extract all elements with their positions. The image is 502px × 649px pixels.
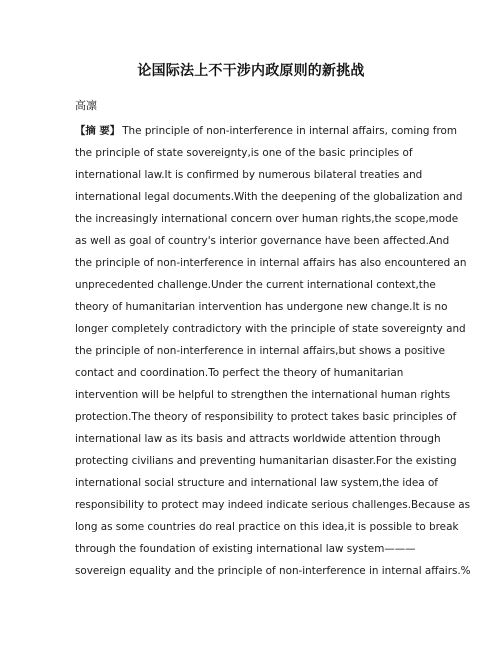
- abstract-line: protecting civilians and preventing humanitarian disaster.For the existing: [75, 455, 457, 467]
- abstract-line: through the foundation of existing international law system———: [75, 543, 416, 555]
- abstract-line: protection.The theory of responsibility to protect takes basic principles of: [75, 411, 457, 423]
- document-title: 论国际法上不干涉内政原则的新挑战: [137, 63, 365, 79]
- abstract-line: sovereign equality and the principle of non-interference in internal affairs.%: [75, 565, 471, 577]
- abstract-line: [75, 124, 457, 138]
- abstract-line: the principle of non-interference in internal affairs has also encountered an: [75, 257, 467, 269]
- abstract-line: contact and coordination.To perfect the theory of humanitarian: [75, 367, 404, 379]
- abstract-line: long as some countries do real practice on this idea,it is possible to break: [75, 521, 459, 533]
- abstract-line: as well as goal of country's interior governance have been affected.And: [75, 235, 450, 247]
- abstract-line: unprecedented challenge.Under the current international context,the: [75, 279, 436, 291]
- abstract-line: responsibility to protect may indeed indicate serious challenges.Because as: [75, 499, 471, 511]
- abstract-label: 【摘 要】: [75, 125, 121, 137]
- abstract-line: the principle of state sovereignty,is one of the basic principles of: [75, 147, 413, 159]
- abstract-line: theory of humanitarian intervention has undergone new change.It is no: [75, 301, 448, 313]
- abstract-line: international law as its basis and attracts worldwide attention through: [75, 433, 441, 445]
- author-name: 高凛: [75, 99, 97, 112]
- abstract-line: international social structure and international law system,the idea of: [75, 477, 438, 489]
- abstract-line: intervention will be helpful to strengthen the international human rights: [75, 389, 451, 401]
- abstract-line: international law.It is confirmed by numerous bilateral treaties and: [75, 169, 423, 181]
- abstract-line-text: The principle of non-interference in internal affairs, coming from: [122, 125, 457, 137]
- abstract-line: longer completely contradictory with the principle of state sovereignty and: [75, 323, 466, 335]
- abstract-line: international legal documents.With the deepening of the globalization and: [75, 191, 463, 203]
- abstract-line: the increasingly international concern over human rights,the scope,mode: [75, 213, 459, 225]
- abstract-line: the principle of non-interference in internal affairs,but shows a positive: [75, 345, 446, 357]
